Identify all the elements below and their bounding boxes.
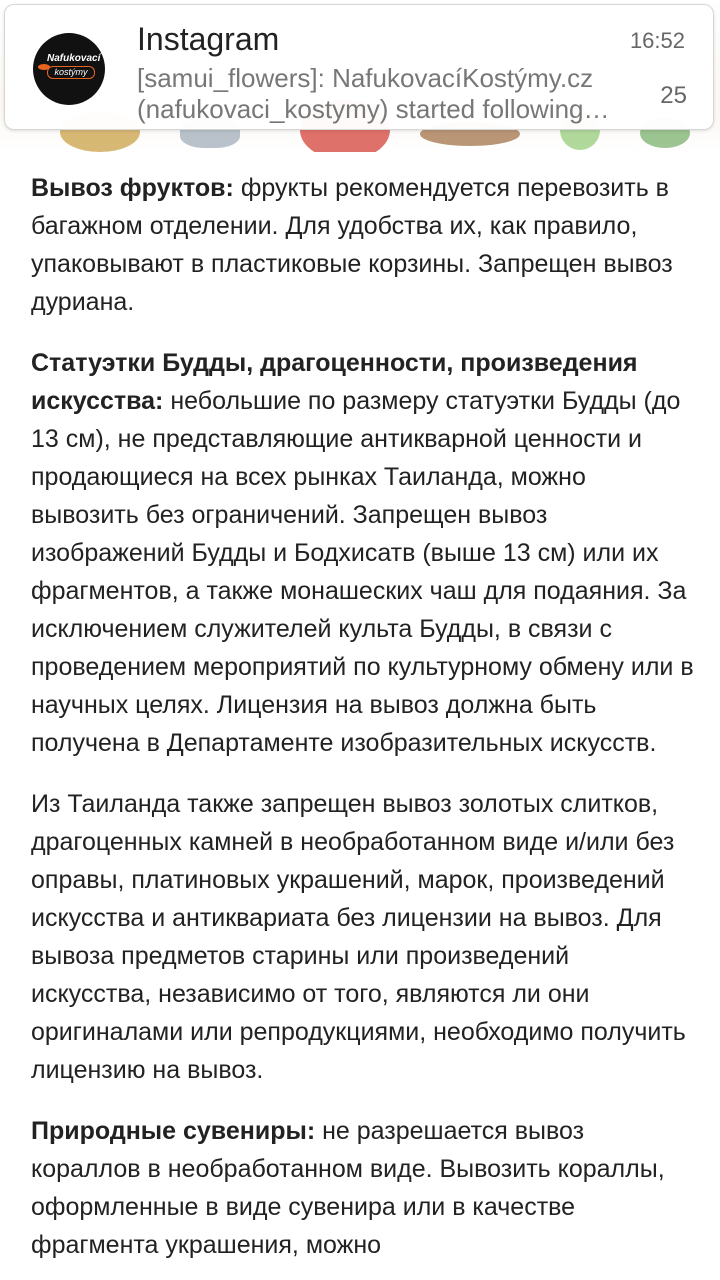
app-avatar-icon — [33, 33, 105, 105]
paragraph-natural-souvenirs — [31, 1112, 695, 1264]
paragraph-text: не разрешается вывоз кораллов в необработанном виде. Вывозить кораллы, оформленные в виде сувенира или в качестве фрагмента украшения, можно — [31, 1117, 665, 1259]
paragraph-fruit-export — [31, 169, 695, 321]
notification-message — [137, 63, 637, 125]
paragraph-heading: Статуэтки Будды, драгоценности, произведения искусства: — [31, 349, 638, 415]
avatar-brand-line2: kostýmy — [47, 66, 95, 79]
paragraph-heading: Вывоз фруктов: — [31, 174, 234, 202]
paragraph-text: фрукты рекомендуется перевозить в багажном отделении. Для удобства их, как правило, упаковывают в пластиковые корзины. Запрещен вывоз дуриана. — [31, 174, 673, 316]
notification-message-line2: (nafukovaci_kostymy) started following… — [137, 94, 610, 124]
avatar-brand-line1: Nafukovací — [47, 53, 101, 64]
paragraph-buddha-statues — [31, 344, 695, 762]
notification-app-name: Instagram — [137, 21, 280, 57]
article-body — [31, 169, 695, 1280]
paragraph-text: Из Таиланда также запрещен вывоз золотых слитков, драгоценных камней в необработанном виде и/или без оправы, платиновых украшений, марок, произведений искусства и антиквариата без лицензии на вывоз. Для вывоза предметов старины или произведений искусства, независимо от того, являются ли они оригиналами или репродукциями, необходимо получить лицензию на вывоз. — [31, 790, 686, 1084]
avatar-logo-text — [47, 53, 103, 79]
instagram-notification[interactable] — [4, 4, 714, 130]
notification-message-line1: [samui_flowers]: NafukovacíKostýmy.cz — [137, 63, 594, 93]
paragraph-export-restrictions — [31, 785, 695, 1089]
notification-time: 16:52 — [629, 28, 685, 53]
paragraph-text: небольшие по размеру статуэтки Будды (до 13 см), не представляющие антикварной ценности и продающиеся на всех рынках Таиланда, можно вывозить без ограничений. Запрещен вывоз изображений Будды и Бодхисатв (выше 13 см) или их фрагментов, а также монашеских чаш для подаяния. За исключением служителей культа Будды, в связи с проведением мероприятий по культурному обмену или в научных целях. Лицензия на вывоз должна быть получена в Департаменте изобразительных искусств. — [31, 387, 694, 757]
paragraph-heading: Природные сувениры: — [31, 1117, 316, 1145]
notification-count-badge: 25 — [660, 82, 687, 109]
